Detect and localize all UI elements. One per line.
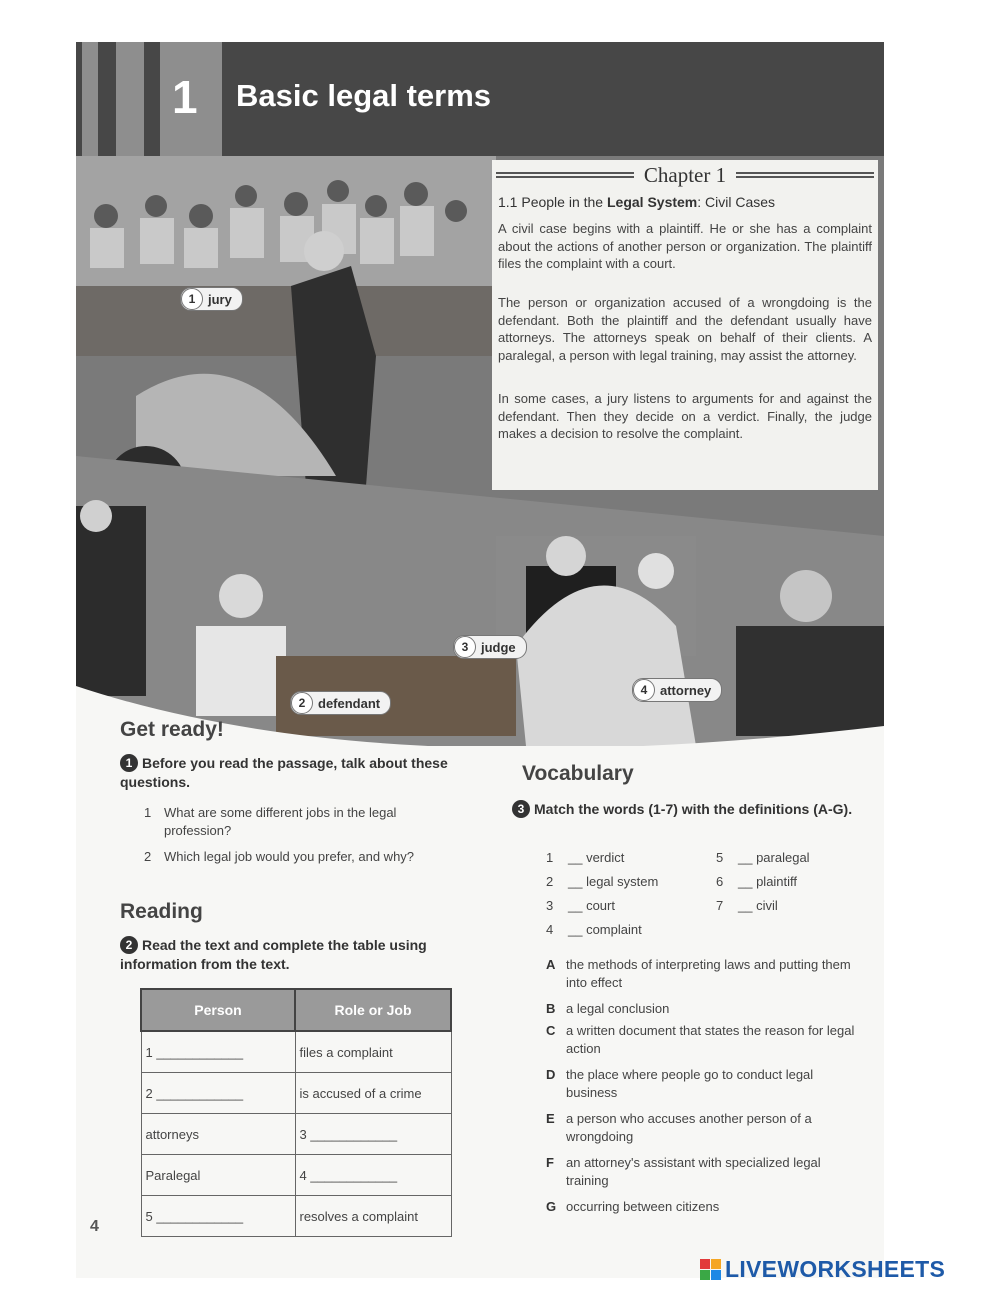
- table-row: [141, 1155, 451, 1196]
- article-subheading: [498, 194, 775, 210]
- word-text: __ civil: [738, 898, 778, 913]
- word-text: __ complaint: [568, 922, 642, 937]
- table-cell[interactable]: 5 ____________: [141, 1196, 295, 1237]
- definition-item: [546, 1066, 876, 1102]
- label-text: judge: [481, 639, 516, 655]
- definition-text: a legal conclusion: [566, 1001, 670, 1016]
- word-number: 5: [716, 850, 724, 865]
- word-text: __ paralegal: [738, 850, 810, 865]
- definition-letter: E: [546, 1111, 555, 1126]
- definition-letter: A: [546, 957, 556, 972]
- word-number: 7: [716, 898, 724, 913]
- definition-text: an attorney's assistant with specialized legal training: [566, 1155, 821, 1188]
- task-1-instruction: [120, 754, 470, 792]
- textbook-page: [76, 42, 884, 1278]
- table-cell: attorneys: [141, 1114, 295, 1155]
- label-text: defendant: [318, 695, 381, 711]
- word-number: 2: [546, 874, 554, 889]
- instruction-text: Before you read the passage, talk about these questions.: [120, 755, 448, 790]
- label-number: 3: [454, 636, 476, 658]
- logo-icon: [700, 1259, 721, 1280]
- label-attorney: [632, 678, 722, 702]
- task-number: 2: [120, 936, 138, 954]
- task-2-instruction: [120, 936, 450, 974]
- task-3-instruction: [512, 800, 872, 819]
- definition-text: the place where people go to conduct legal business: [566, 1067, 814, 1100]
- chapter-title: Basic legal terms: [236, 78, 492, 113]
- table-cell[interactable]: 2 ____________: [141, 1073, 295, 1114]
- table-header-row: [141, 989, 451, 1031]
- definition-text: the methods of interpreting laws and putting them into effect: [566, 957, 851, 990]
- definition-item: [546, 956, 876, 992]
- word-item[interactable]: [546, 850, 624, 865]
- subheading-prefix: 1.1 People in the: [498, 194, 607, 210]
- table-cell[interactable]: 1 ____________: [141, 1031, 295, 1073]
- label-text: jury: [208, 291, 232, 307]
- column-header: Person: [141, 989, 295, 1031]
- word-number: 1: [546, 850, 554, 865]
- definition-text: a written document that states the reason for legal action: [566, 1023, 855, 1056]
- word-item[interactable]: [546, 922, 642, 937]
- header-stripe: [82, 42, 98, 156]
- question-number: 1: [144, 805, 152, 820]
- liveworksheets-logo[interactable]: [700, 1256, 945, 1283]
- word-item[interactable]: [546, 898, 615, 913]
- get-ready-heading: Get ready!: [120, 718, 224, 741]
- question-number: 2: [144, 849, 152, 864]
- word-number: 6: [716, 874, 724, 889]
- table-cell: resolves a complaint: [295, 1196, 451, 1237]
- table-cell[interactable]: 3 ____________: [295, 1114, 451, 1155]
- word-item[interactable]: [546, 874, 658, 889]
- table-row: [141, 1031, 451, 1073]
- reading-table: [140, 988, 452, 1237]
- article-heading: [492, 164, 878, 186]
- definition-item: [546, 1000, 876, 1018]
- word-item[interactable]: [716, 850, 810, 865]
- word-text: __ court: [568, 898, 615, 913]
- word-text: __ verdict: [568, 850, 625, 865]
- table-cell: is accused of a crime: [295, 1073, 451, 1114]
- chapter-label: Chapter 1: [643, 162, 727, 187]
- question-item: [144, 848, 464, 866]
- label-judge: [453, 635, 527, 659]
- column-header: Role or Job: [295, 989, 451, 1031]
- label-number: 4: [633, 679, 655, 701]
- definition-item: [546, 1110, 876, 1146]
- question-item: [144, 804, 464, 840]
- label-number: 1: [181, 288, 203, 310]
- word-item[interactable]: [716, 898, 778, 913]
- definition-letter: G: [546, 1199, 557, 1214]
- article-paragraph: The person or organization accused of a wrongdoing is the defendant. Both the plaintiff and the defendant usually have attorneys. The attorneys speak on behalf of their clients. A paralegal, a person with legal training, may assist the attorney.: [498, 295, 872, 363]
- word-item[interactable]: [716, 874, 797, 889]
- header-stripe: [116, 42, 144, 156]
- word-text: __ legal system: [568, 874, 659, 889]
- instruction-text: Read the text and complete the table using information from the text.: [120, 937, 427, 972]
- word-text: __ plaintiff: [738, 874, 798, 889]
- article-card: [492, 160, 878, 490]
- label-defendant: [290, 691, 391, 715]
- question-text: Which legal job would you prefer, and why?: [164, 849, 415, 864]
- page-number: 4: [90, 1218, 99, 1235]
- chapter-number: 1: [172, 71, 198, 123]
- definition-text: occurring between citizens: [566, 1199, 720, 1214]
- article-paragraph: A civil case begins with a plaintiff. He or she has a complaint about the actions of another person or organization. The plaintiff files the complaint with a court.: [498, 221, 872, 271]
- vocabulary-heading: Vocabulary: [522, 762, 634, 785]
- task-number: 1: [120, 754, 138, 772]
- word-number: 3: [546, 898, 554, 913]
- definition-text: a person who accuses another person of a wrongdoing: [566, 1111, 812, 1144]
- definition-letter: F: [546, 1155, 554, 1170]
- definition-letter: B: [546, 1001, 556, 1016]
- table-cell[interactable]: 4 ____________: [295, 1155, 451, 1196]
- definition-item: [546, 1022, 876, 1058]
- definition-letter: D: [546, 1067, 556, 1082]
- question-text: What are some different jobs in the legal profession?: [164, 805, 397, 838]
- label-number: 2: [291, 692, 313, 714]
- table-row: [141, 1073, 451, 1114]
- label-jury: [180, 287, 243, 311]
- instruction-text: Match the words (1-7) with the definitions (A-G).: [534, 801, 853, 817]
- definition-item: [546, 1198, 876, 1216]
- reading-heading: Reading: [120, 900, 203, 923]
- table-cell: Paralegal: [141, 1155, 295, 1196]
- label-text: attorney: [660, 682, 712, 698]
- word-number: 4: [546, 922, 554, 937]
- definition-item: [546, 1154, 876, 1190]
- subheading-suffix: : Civil Cases: [697, 194, 776, 210]
- article-paragraph: In some cases, a jury listens to arguments for and against the defendant. Then they decide on a verdict. Finally, the judge makes a decision to resolve the complaint.: [498, 391, 872, 441]
- task-number: 3: [512, 800, 530, 818]
- table-row: [141, 1114, 451, 1155]
- table-row: [141, 1196, 451, 1237]
- subheading-bold: Legal System: [606, 194, 698, 210]
- definition-letter: C: [546, 1023, 556, 1038]
- chapter-header: [76, 42, 884, 156]
- logo-text: LIVEWORKSHEETS: [725, 1256, 946, 1282]
- table-cell: files a complaint: [295, 1031, 451, 1073]
